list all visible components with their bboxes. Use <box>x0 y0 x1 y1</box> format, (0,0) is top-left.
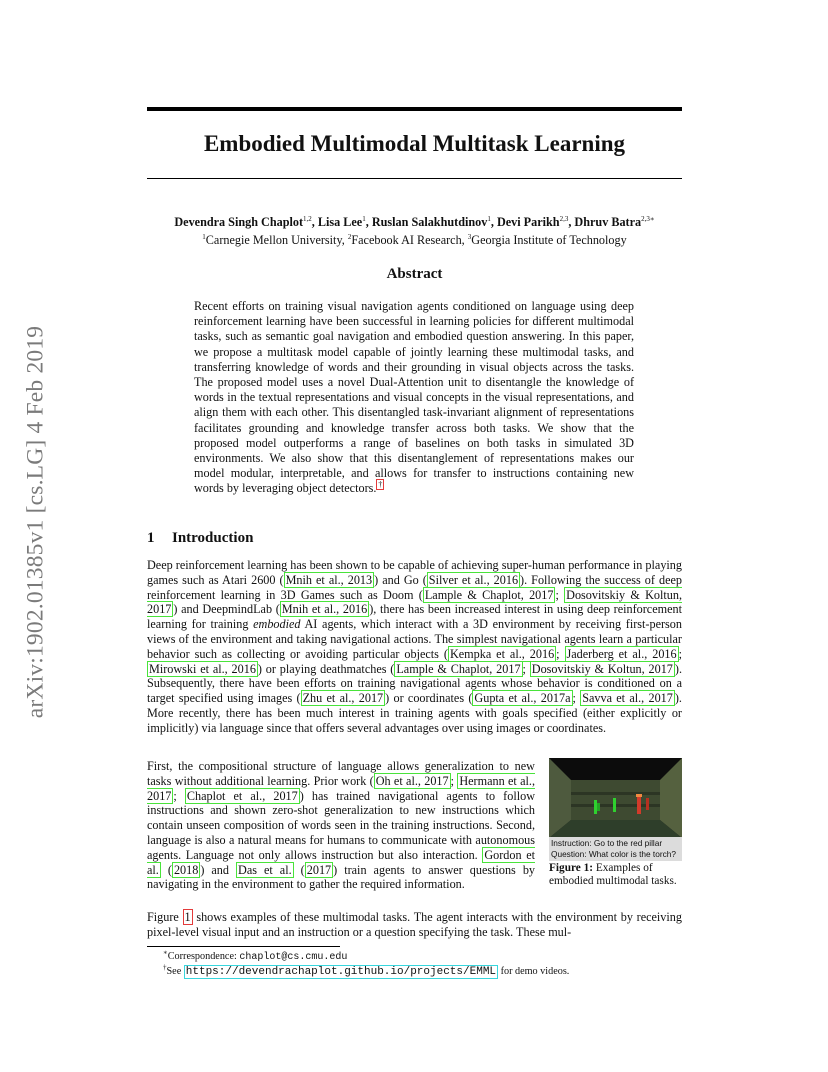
author-affil-mark: 1 <box>362 214 366 223</box>
author-list: Devendra Singh Chaplot$^{1,2}$, Lisa Lee$^1$, Ruslan Salakhutdinov$^1$, Devi Parikh$^{2,3}$, Dhruv Batra$^{2,3∗}$ <box>174 214 655 229</box>
citation-link[interactable]: Savva et al., 2017 <box>582 691 673 706</box>
author-affil-mark: 2,3∗ <box>641 214 655 223</box>
figure-1-overlay-text <box>549 837 682 861</box>
figure-1-caption <box>549 862 682 888</box>
figure-label: Figure 1: <box>549 862 594 874</box>
citation-link[interactable]: Chaplot et al., 2017 <box>186 788 298 803</box>
text-run: ; <box>678 646 683 661</box>
affiliation: Facebook AI Research, <box>351 233 465 247</box>
citation-link[interactable]: Gupta et al., 2017a <box>474 691 571 706</box>
text-run: ) and <box>200 862 237 877</box>
author-name: Lisa Lee <box>317 215 363 229</box>
text-run: shows examples of these multimodal tasks. The agent interacts with the environment by receiving pixel-level visual input and an instruction or a question specifying the task. These mul- <box>147 910 682 939</box>
email-link[interactable]: chaplot@cs.cmu.edu <box>239 952 348 963</box>
demo-url-link[interactable]: https://devendrachaplot.github.io/projects/EMML <box>185 966 497 978</box>
intro-paragraph-3 <box>147 910 682 940</box>
citation-link[interactable]: Mirowski et al., 2016 <box>149 661 256 676</box>
citation-link[interactable]: Oh et al., 2017 <box>375 773 449 788</box>
author-affil-mark: 1 <box>487 214 491 223</box>
figure-caption-text: Examples of embodied multimodal tasks. <box>549 862 677 887</box>
title-rule-top <box>147 107 682 111</box>
text-run: ; <box>450 773 458 788</box>
author-name: Dhruv Batra <box>574 215 642 229</box>
footnote-demo <box>163 965 569 979</box>
arxiv-stamp <box>24 295 48 749</box>
text-run: ) or coordinates ( <box>385 691 473 706</box>
affiliation: Georgia Institute of Technology <box>471 233 627 247</box>
footnote-correspondence <box>163 950 347 964</box>
text-run: AI agents, which interact with a 3D environment by receiving first-person views of the environment and taking navigational actions. The simplest navigational agents learn a particular behavior such as collecting or avoiding particular objects ( <box>147 617 682 661</box>
author-affil-mark: 1,2 <box>303 214 312 223</box>
text-run: ; <box>173 788 185 803</box>
intro-paragraph-1 <box>147 558 682 736</box>
citation-link[interactable]: Lample & Chaplot, 2017 <box>396 661 521 676</box>
citation-link[interactable]: Mnih et al., 2016 <box>281 602 368 617</box>
text-run: ) or playing deathmatches ( <box>257 661 395 676</box>
citation-link[interactable]: Hermann et al., 2017 <box>147 773 535 803</box>
text-run: Figure <box>147 910 183 924</box>
footnote-text: for demo videos. <box>498 966 570 977</box>
title-rule-bottom <box>147 178 682 179</box>
abstract-text: Recent efforts on training visual navigation agents conditioned on language using deep reinforcement learning have been successful in learning policies for different multimodal tasks, such as semantic goal navigation and embodied question answering. In this paper, we propose a multitask model capable of jointly learning these multimodal tasks, and transferring knowledge of words and their grounding in visual objects across the tasks. The proposed model uses a novel Dual-Attention unit to disentangle the knowledge of words in the textual representations and visual concepts in the visual representations, and align them with each other. This disentangled task-invariant alignment of representations facilitates grounding and knowledge transfer across both tasks. We show that the proposed model outperforms a range of baselines on both tasks in simulated 3D environments. We also show that this disentanglement of representations makes our model modular, interpretable, and allows for transfer to instructions containing new words by leveraging object detectors. <box>194 299 634 496</box>
text-run: ). Following the success of deep reinforcement learning in 3D Games such as Doom ( <box>147 572 682 602</box>
footnote-rule <box>147 946 340 947</box>
footnote-mark: † <box>163 963 167 972</box>
affil-mark: 2 <box>347 232 352 241</box>
footnote-link[interactable]: † <box>378 480 383 490</box>
text-run: Deep reinforcement learning has been shown to be capable of achieving super-human performance in playing games such as Atari 2600 ( <box>147 558 682 587</box>
figure-ref-link[interactable]: 1 <box>184 910 191 924</box>
citation-link[interactable]: Kempka et al., 2016 <box>449 646 555 661</box>
citation-link[interactable]: Jaderberg et al., 2016 <box>566 646 677 661</box>
section-title: Introduction <box>172 530 254 546</box>
text-run: ), there has been increased interest in using deep reinforcement learning for training <box>147 602 682 632</box>
citation-link[interactable]: Das et al. <box>238 862 292 877</box>
citation-link[interactable]: Dosovitskiy & Koltun, 2017 <box>147 587 683 617</box>
affiliation: Carnegie Mellon University, <box>205 233 345 247</box>
question-text: Question: What color is the torch? <box>551 849 676 859</box>
text-run: ; <box>555 587 565 602</box>
text-run: ; <box>522 661 530 676</box>
text-run: ) train agents to answer questions by navigating in the environment to gather the required information. <box>147 862 536 892</box>
citation-link[interactable]: Dosovitskiy & Koltun, 2017 <box>531 661 673 676</box>
paper-title: Embodied Multimodal Multitask Learning <box>203 131 626 156</box>
intro-paragraph-2 <box>147 759 535 892</box>
affil-mark: 1 <box>202 232 206 241</box>
text-run: ; <box>572 691 581 706</box>
author-name: Ruslan Salakhutdinov <box>371 215 488 229</box>
text-run: ; <box>556 646 565 661</box>
citation-link[interactable]: Mnih et al., 2013 <box>285 572 373 587</box>
citation-link[interactable]: Gordon et al. <box>147 847 535 877</box>
text-run: ) has trained navigational agents to follow instructions and shown zero-shot generalization to new instructions which contain unseen composition of words seen in the training instructions. Second, language is also a natural means for humans to communicate with autonomous agents. Language not only allows instruction but also interaction. <box>147 788 536 862</box>
text-run: ). Subsequently, there have been efforts on training navigational agents whose behavior is conditioned on a target specified using images ( <box>147 661 683 706</box>
affiliation-list <box>147 233 682 248</box>
arxiv-id: arXiv:1902.01385v1 [cs.LG] 4 Feb 2019 <box>22 325 49 719</box>
text-run: ) and DeepmindLab ( <box>173 602 280 617</box>
text-run: ( <box>160 862 172 877</box>
footnote-text: See <box>166 966 184 977</box>
text-run: ). More recently, there has been much interest in training agents with goals specified (either explicitly or implicitly) via language since that offers several advantages over using images or coordinates. <box>147 691 682 735</box>
instruction-text: Instruction: Go to the red pillar <box>551 838 663 848</box>
author-name: Devendra Singh Chaplot <box>174 215 304 229</box>
section-number: 1 <box>147 530 155 546</box>
author-affil-mark: 2,3 <box>559 214 569 223</box>
citation-link[interactable]: 2017 <box>306 862 332 877</box>
footnote-mark: ∗ <box>163 948 168 957</box>
text-run: First, the compositional structure of language allows generalization to new tasks without additional learning. Prior work ( <box>147 759 535 788</box>
affil-mark: 3 <box>467 232 472 241</box>
footnote-text: Correspondence: <box>167 951 240 962</box>
citation-link[interactable]: Zhu et al., 2017 <box>302 691 384 706</box>
citation-link[interactable]: 2018 <box>173 862 199 877</box>
abstract-heading: Abstract <box>386 266 443 282</box>
citation-link[interactable]: Silver et al., 2016 <box>428 572 519 587</box>
text-run: ( <box>293 862 305 877</box>
text-run: ) and Go ( <box>374 572 427 587</box>
author-name: Devi Parikh <box>496 215 560 229</box>
emphasis: embodied <box>253 617 301 632</box>
citation-link[interactable]: Lample & Chaplot, 2017 <box>424 587 554 602</box>
abstract-body <box>194 299 634 497</box>
